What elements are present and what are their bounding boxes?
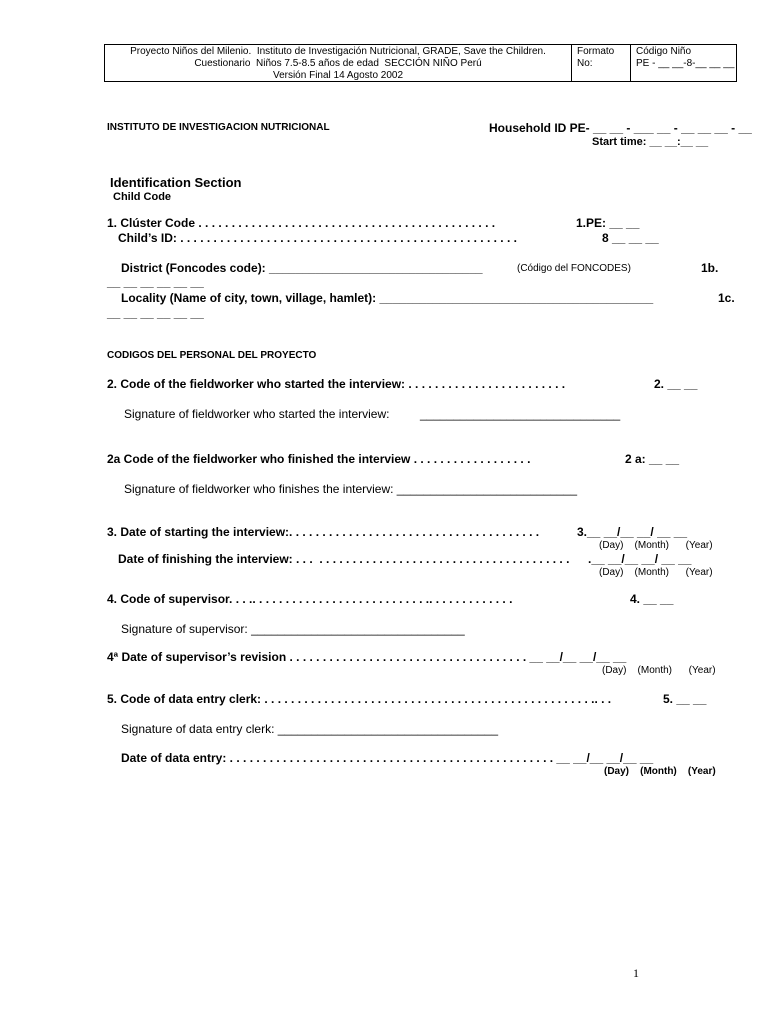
fieldworker-finish-answer: 2 a: __ __: [625, 452, 680, 466]
header-formato-cell: [571, 45, 631, 81]
data-entry-signature: Signature of data entry clerk: _________________________________: [121, 722, 498, 736]
header-line-1: Proyecto Niños del Milenio. Instituto de Investigación Nutricional, GRADE, Save the Children.: [130, 46, 546, 57]
data-entry-code-label: 5. Code of data entry clerk: . . . . . . . . . . . . . . . . . . . . . . . . . . . . . . . . . . . . . . . . . . . . . . . . . .. . .: [107, 692, 612, 706]
district-label: District (Foncodes code): ________________________________: [121, 261, 483, 275]
header-line-3: Versión Final 14 Agosto 2002: [272, 70, 404, 81]
fieldworker-start-answer: 2. __ __: [654, 377, 698, 391]
supervisor-signature: Signature of supervisor: ________________________________: [121, 622, 465, 636]
fieldworker-start-label: 2. Code of the fieldworker who started the interview: . . . . . . . . . . . . . . . . . . . . . . . .: [107, 377, 566, 391]
finish-date-answer: .__ __/__ __/ __ __: [588, 552, 692, 566]
data-entry-date-label: Date of data entry: . . . . . . . . . . . . . . . . . . . . . . . . . . . . . . . . . . . . . . . . . . . . . . . . . __ __/__ __/__ __: [121, 751, 654, 765]
cluster-code-answer: 1.PE: __ __: [576, 216, 640, 230]
supervisor-code-answer: 4. __ __: [630, 592, 674, 606]
child-id-label: Child’s ID: . . . . . . . . . . . . . . . . . . . . . . . . . . . . . . . . . . . . . . . . . . . . . . . . . . .: [118, 231, 517, 245]
header-line-2: Cuestionario Niños 7.5-8.5 años de edad SECCIÓN NIÑO Perú: [194, 58, 482, 69]
supervisor-revision-label: 4ª Date of supervisor’s revision . . . . . . . . . . . . . . . . . . . . . . . . . . . . . . . . . . . . __ __/__ __/__ __: [107, 650, 627, 664]
supervisor-code-label: 4. Code of supervisor. . . .. . . . . . . . . . . . . . . . . . . . . . . . . . .. . . . . . . . . . . . .: [107, 592, 513, 606]
child-id-answer: 8 __ __ __: [602, 231, 659, 245]
finish-date-label: Date of finishing the interview: . . . . . . . . . . . . . . . . . . . . . . . . . . . . . . . . . . . . . . . . .: [118, 552, 570, 566]
cluster-code-label: 1. Clúster Code . . . . . . . . . . . . . . . . . . . . . . . . . . . . . . . . . . . . . . . . . . . . .: [107, 216, 496, 230]
locality-label: Locality (Name of city, town, village, hamlet): _________________________________________: [121, 291, 654, 305]
finish-date-units: (Day) (Month) (Year): [599, 567, 713, 578]
locality-tail: __ __ __ __ __ __: [107, 306, 204, 320]
fieldworker-finish-signature: Signature of fieldworker who finishes the interview: ___________________________: [124, 482, 577, 496]
header-codigo-cell: [631, 45, 736, 81]
start-date-units: (Day) (Month) (Year): [599, 540, 713, 551]
household-id: Household ID PE- __ __ - ___ __ - __ __ __ - __: [489, 121, 752, 135]
child-code-label: Child Code: [113, 191, 172, 203]
district-note: (Código del FONCODES): [517, 263, 631, 274]
start-date-answer: 3.__ __/__ __/ __ __: [577, 525, 688, 539]
codigo-nino-field: PE - __ __-8-__ __ __: [636, 58, 735, 69]
formato-label: Formato: [577, 46, 615, 57]
data-entry-date-units: (Day) (Month) (Year): [604, 766, 716, 777]
data-entry-code-answer: 5. __ __: [663, 692, 707, 706]
district-number: 1b.: [701, 261, 719, 275]
staff-codes-heading: CODIGOS DEL PERSONAL DEL PROYECTO: [107, 350, 317, 361]
formato-no-label: No:: [577, 58, 593, 69]
district-tail: __ __ __ __ __ __: [107, 275, 204, 289]
section-title: Identification Section: [110, 175, 242, 190]
fieldworker-start-signature-label: Signature of fieldworker who started the interview:: [124, 407, 390, 421]
header-project-cell: [105, 45, 572, 81]
fieldworker-finish-label: 2a Code of the fieldworker who finished the interview . . . . . . . . . . . . . . . . . .: [107, 452, 531, 466]
codigo-nino-label: Código Niño: [636, 46, 692, 57]
start-time: Start time: __ __:__ __: [592, 136, 709, 148]
supervisor-revision-units: (Day) (Month) (Year): [602, 665, 716, 676]
fieldworker-start-signature-line: ______________________________: [420, 407, 621, 421]
institute-name: INSTITUTO DE INVESTIGACION NUTRICIONAL: [107, 122, 330, 133]
start-date-label: 3. Date of starting the interview:. . . . . . . . . . . . . . . . . . . . . . . . . . . . . . . . . . . . . .: [107, 525, 540, 539]
page-number: 1: [633, 966, 639, 980]
locality-number: 1c.: [718, 291, 735, 305]
header-table: [104, 44, 737, 82]
